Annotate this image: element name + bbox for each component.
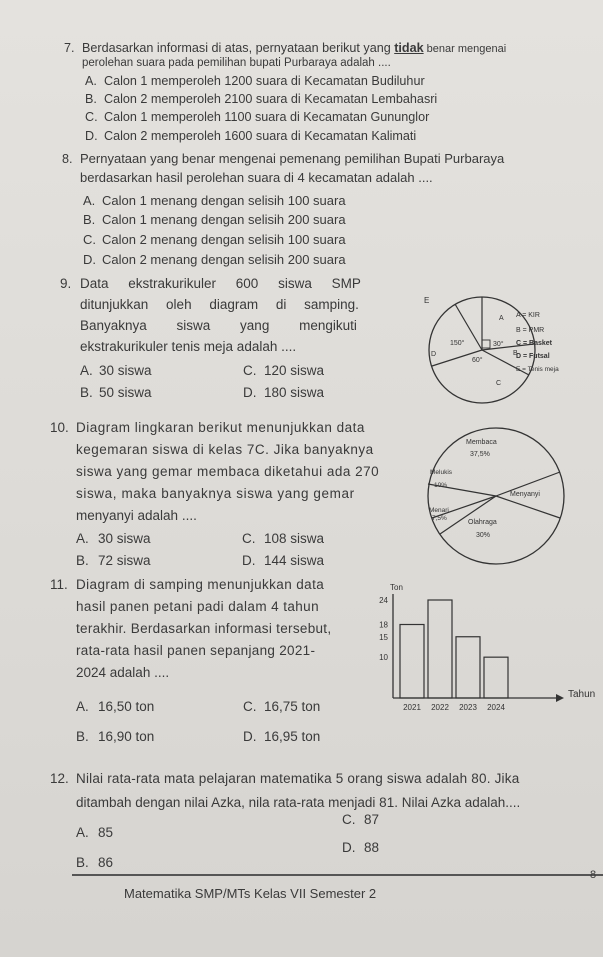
footer-page-mark: 8 (590, 869, 597, 881)
q11-y-tick-10: 10 (379, 653, 388, 663)
q11-option-d[interactable]: 16,95 ton (264, 729, 321, 744)
q8-option-a[interactable]: Calon 1 menang dengan selisih 100 suara (102, 193, 346, 208)
q10-pie-line-4 (440, 496, 496, 534)
q11-stem-line2: hasil panen petani padi dalam 4 tahun (76, 599, 319, 614)
q10-option-c-letter[interactable]: C. (242, 531, 256, 546)
q10-option-b-letter[interactable]: B. (76, 553, 89, 568)
q7-stem-line2: perolehan suara pada pemilihan bupati Purbaraya adalah .... (82, 57, 391, 69)
q11-option-a[interactable]: 16,50 ton (98, 699, 155, 714)
q11-bar-2023 (456, 637, 480, 698)
q11-option-b-letter[interactable]: B. (76, 729, 89, 744)
q9-stem-line4: ekstrakurikuler tenis meja adalah .... (80, 339, 297, 354)
q10-pie-diagram (410, 410, 603, 570)
q10-stem-line1: Diagram lingkaran berikut menunjukkan data (76, 420, 365, 435)
q11-x-tick-2022: 2022 (431, 703, 449, 712)
q9-stem-line3: Banyaknya siswa yang mengikuti (80, 318, 357, 333)
q11-y-ticks-group (379, 596, 388, 662)
q11-option-c-letter[interactable]: C. (243, 699, 257, 714)
q7-option-a[interactable]: Calon 1 memperoleh 1200 suara di Kecamatan Budiluhur (104, 74, 425, 88)
q10-option-a[interactable]: 30 siswa (98, 531, 151, 546)
q9-option-c[interactable]: 120 siswa (264, 363, 325, 378)
q9-pie-diagram (410, 288, 600, 408)
q10-option-b[interactable]: 72 siswa (98, 553, 151, 568)
q11-y-tick-18: 18 (379, 620, 388, 630)
q9-option-a-letter[interactable]: A. (80, 363, 93, 378)
q11-stem-line5: 2024 adalah .... (76, 665, 170, 680)
q11-option-c[interactable]: 16,75 ton (264, 699, 321, 714)
q9-label-e: E (424, 296, 430, 305)
q12-number: 12. (50, 771, 69, 786)
q9-label-c: C (496, 380, 502, 387)
q10-stem-line3: siswa yang gemar membaca diketahui ada 270 (76, 464, 380, 479)
q10-label-olahraga-pct: 30% (476, 532, 491, 539)
q7-option-b-letter[interactable]: B. (85, 92, 97, 106)
q10-label-menyanyi: Menyanyi (510, 491, 540, 498)
q8-option-d-letter[interactable]: D. (83, 252, 96, 267)
q10-option-c[interactable]: 108 siswa (264, 531, 325, 546)
q12-option-c-letter[interactable]: C. (342, 812, 356, 827)
q7-option-a-letter[interactable]: A. (85, 74, 97, 88)
q11-x-tick-2023: 2023 (459, 703, 477, 712)
q7-stem-part1: Berdasarkan informasi di atas, pernyataan berikut yang (82, 41, 395, 55)
q10-option-a-letter[interactable]: A. (76, 531, 89, 546)
q9-legend-c: C = Basket (516, 340, 552, 347)
q7-stem-underlined: tidak (394, 41, 424, 55)
q11-y-tick-24: 24 (379, 596, 388, 605)
q11-x-axis-arrow-icon (556, 694, 564, 702)
q9-label-d: D (431, 351, 437, 358)
q9-right-angle-mark (482, 340, 490, 348)
q11-bar-2022 (428, 600, 452, 698)
q8-option-c-letter[interactable]: C. (83, 232, 96, 247)
q10-label-membaca-pct: 37,5% (470, 451, 490, 458)
q11-bar-chart (360, 580, 603, 720)
q10-label-menari-pct: 7,5% (432, 515, 447, 522)
q7-option-d[interactable]: Calon 2 memperoleh 1600 suara di Kecamatan Kalimati (104, 129, 417, 143)
q11-option-b[interactable]: 16,90 ton (98, 729, 155, 744)
q11-option-a-letter[interactable]: A. (76, 699, 89, 714)
q11-y-tick-15: 15 (379, 632, 388, 642)
q9-option-b[interactable]: 50 siswa (99, 385, 152, 400)
q10-stem-line2: kegemaran siswa di kelas 7C. Jika banyaknya (76, 442, 374, 457)
q9-angle-60: 60° (472, 357, 483, 364)
q9-legend-d: D = Futsal (516, 353, 550, 360)
q10-label-melukis-pct: 10% (434, 482, 448, 489)
q11-y-axis-label: Ton (390, 583, 403, 592)
q12-option-b-letter[interactable]: B. (76, 855, 89, 870)
q7-option-c[interactable]: Calon 1 memperoleh 1100 suara di Kecamatan Gununglor (104, 110, 430, 124)
q9-option-c-letter[interactable]: C. (243, 363, 257, 378)
q7-stem-part2: benar mengenai (423, 43, 507, 55)
q11-number: 11. (50, 577, 68, 592)
q12-stem-line1: Nilai rata-rata mata pelajaran matematika 5 orang siswa adalah 80. Jika (76, 771, 520, 786)
q9-option-d[interactable]: 180 siswa (264, 385, 325, 400)
q7-stem-line1 (82, 41, 506, 57)
q9-label-a: A (499, 315, 504, 322)
q10-option-d[interactable]: 144 siswa (264, 553, 325, 568)
q10-label-melukis: Melukis (430, 469, 453, 476)
q7-option-c-letter[interactable]: C. (85, 110, 98, 124)
q8-option-a-letter[interactable]: A. (83, 193, 96, 208)
q12-option-b[interactable]: 86 (98, 855, 114, 870)
q11-bar-2024 (484, 657, 508, 698)
q8-stem-line1: Pernyataan yang benar mengenai pemenang pemilihan Bupati Purbaraya (80, 151, 505, 166)
q12-stem-line2: ditambah dengan nilai Azka, nila rata-rata menjadi 81. Nilai Azka adalah.... (76, 795, 521, 810)
q10-stem-line4: siswa, maka banyaknya siswa yang gemar (76, 486, 355, 501)
q9-angle-30: 30° (493, 341, 504, 348)
q9-option-b-letter[interactable]: B. (80, 385, 93, 400)
q11-stem-line4: rata-rata hasil panen sepanjang 2021- (76, 643, 316, 658)
footer-title: Matematika SMP/MTs Kelas VII Semester 2 (124, 886, 377, 901)
q9-option-a[interactable]: 30 siswa (99, 363, 152, 378)
q7-option-b[interactable]: Calon 2 memperoleh 2100 suara di Kecamatan Lembahasri (104, 92, 438, 106)
q12-option-d[interactable]: 88 (364, 840, 380, 855)
q9-legend-a: A = KIR (516, 312, 540, 319)
q10-option-d-letter[interactable]: D. (242, 553, 256, 568)
q11-option-d-letter[interactable]: D. (243, 729, 257, 744)
q12-option-d-letter[interactable]: D. (342, 840, 356, 855)
q9-stem-line2: ditunjukkan oleh diagram di samping. (80, 297, 359, 312)
q8-option-d[interactable]: Calon 2 menang dengan selisih 200 suara (102, 252, 346, 267)
q9-angle-150: 150° (450, 340, 465, 347)
q12-option-a[interactable]: 85 (98, 825, 114, 840)
q7-option-d-letter[interactable]: D. (85, 129, 98, 143)
q12-option-c[interactable]: 87 (364, 812, 380, 827)
footer-divider (72, 874, 603, 876)
q11-x-tick-2024: 2024 (487, 703, 505, 712)
q10-pie-line-5 (496, 496, 560, 518)
q10-label-membaca: Membaca (466, 439, 497, 446)
q11-stem-line3: terakhir. Berdasarkan informasi tersebut, (76, 621, 332, 636)
q8-option-c[interactable]: Calon 2 menang dengan selisih 100 suara (102, 232, 346, 247)
q11-x-tick-2021: 2021 (403, 703, 421, 712)
q12-option-a-letter[interactable]: A. (76, 825, 89, 840)
q11-bars-group (400, 600, 508, 698)
q9-legend-b: B = PMR (516, 327, 545, 334)
q11-bar-2021 (400, 625, 424, 699)
q9-label-b: B (513, 350, 518, 357)
q8-option-b[interactable]: Calon 1 menang dengan selisih 200 suara (102, 212, 346, 227)
q9-number: 9. (60, 276, 72, 291)
q10-label-olahraga: Olahraga (468, 519, 497, 526)
q8-number: 8. (62, 152, 73, 166)
q10-label-menari: Menari (429, 507, 449, 514)
q11-stem-line1: Diagram di samping menunjukkan data (76, 577, 325, 592)
q9-legend-e: E = Tenis meja (516, 366, 559, 373)
q9-option-d-letter[interactable]: D. (243, 385, 257, 400)
q7-number: 7. (64, 41, 75, 55)
q10-number: 10. (50, 420, 69, 435)
q11-x-axis-label: Tahun (568, 689, 596, 700)
q8-option-b-letter[interactable]: B. (83, 212, 96, 227)
q8-stem-line2: berdasarkan hasil perolehan suara di 4 kecamatan adalah .... (80, 170, 433, 185)
q9-stem-line1: Data ekstrakurikuler 600 siswa SMP (80, 276, 361, 291)
q10-stem-line5: menyanyi adalah .... (76, 508, 197, 523)
q11-x-ticks-group (403, 703, 505, 712)
